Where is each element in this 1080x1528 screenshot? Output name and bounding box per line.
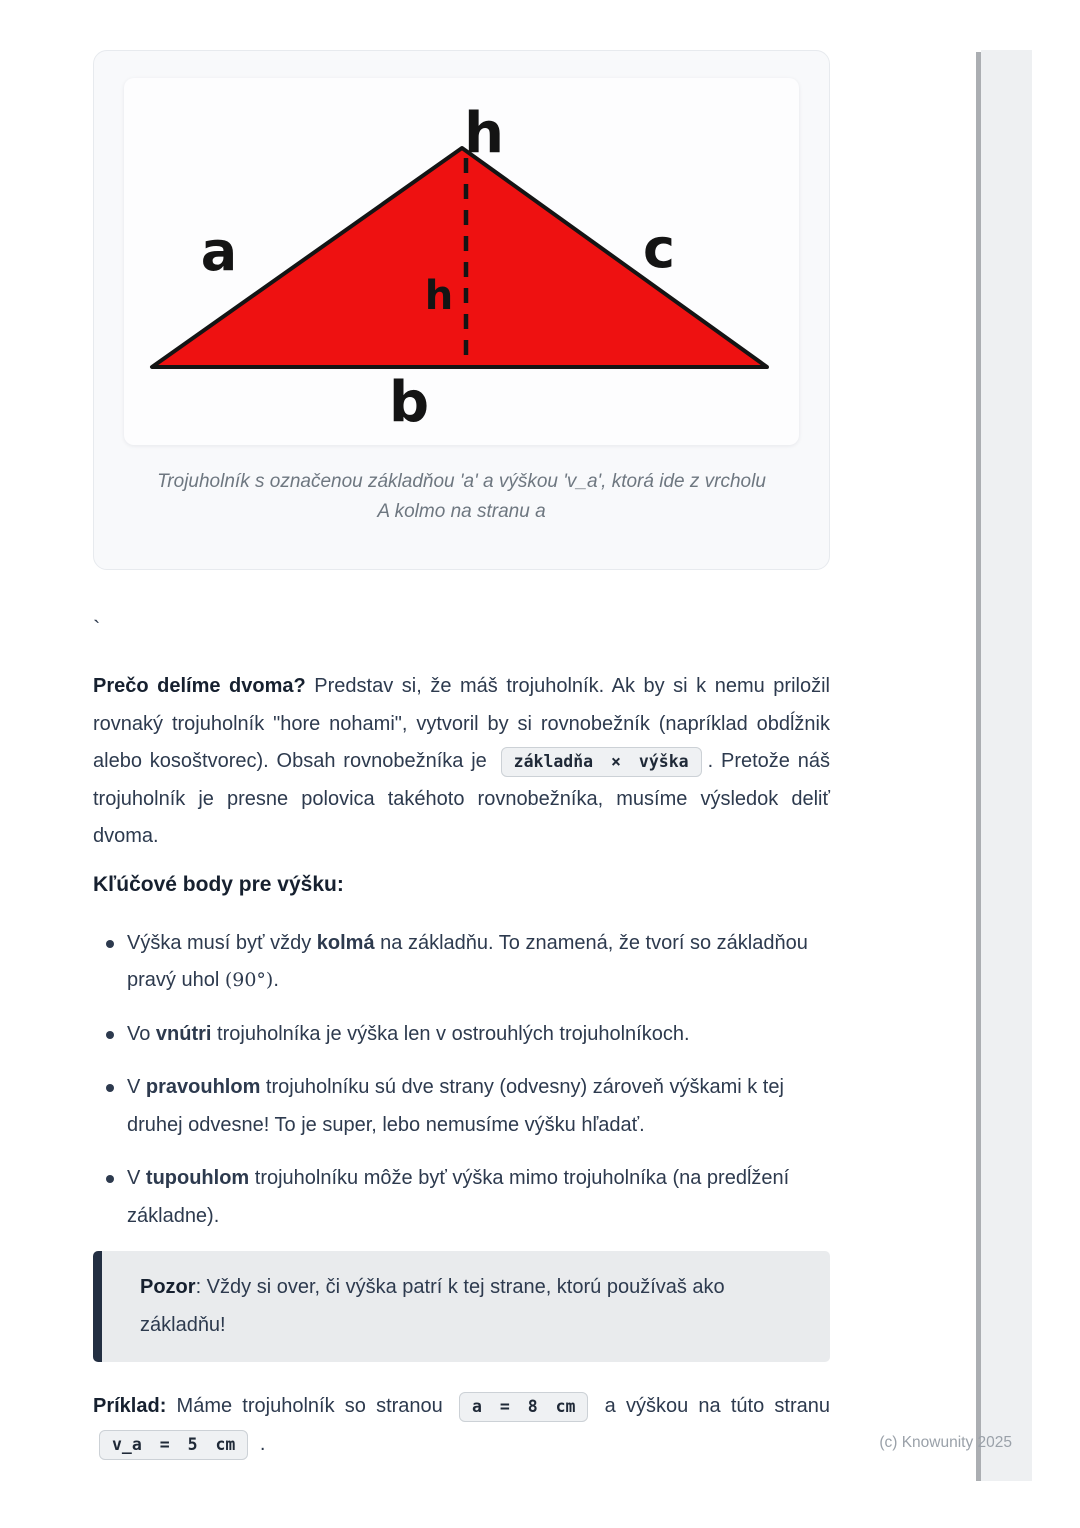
bullet-bold: vnútri: [155, 1022, 212, 1045]
bullet-dot: [106, 1175, 114, 1183]
example-text: a výškou na túto stranu: [594, 1395, 831, 1417]
figure-card: [93, 50, 830, 570]
label-base-b: b: [388, 370, 430, 435]
bullet-text: .: [273, 969, 279, 991]
triangle-diagram: [124, 78, 799, 445]
bullet-dot: [106, 940, 114, 948]
list-item-right-triangle: [93, 1069, 830, 1144]
bullet-dot: [106, 1084, 114, 1092]
bullet-dot: [106, 1031, 114, 1039]
key-points-list: [93, 925, 830, 1236]
list-item-height-inside: [93, 1016, 830, 1054]
bullet-text: V: [127, 1167, 146, 1189]
paragraph-text: Predstav si, že máš trojuholník. Ak by si k nemu priložil rovnaký trojuholník "hore nohami", vytvoril by si rovnobežník (napríklad obdĺžnik alebo kosoštvorec). Obsah rovnobežníka je: [93, 675, 830, 772]
stray-backtick: `: [93, 616, 101, 641]
label-side-a: a: [200, 220, 238, 283]
example-text: .: [254, 1432, 266, 1455]
callout-lead-bold: Pozor: [140, 1276, 196, 1298]
callout-text-block: [140, 1268, 790, 1344]
warning-callout: [93, 1251, 830, 1362]
bullet-text: V: [127, 1076, 146, 1098]
paragraph-text: . Pretože náš trojuholník je presne polovica takéhoto rovnobežníka, musíme výsledok deliť dvoma.: [93, 750, 831, 847]
math-90-degrees: (90°): [224, 969, 274, 991]
heading-key-points: Kľúčové body pre výšku:: [93, 872, 344, 896]
bullet-text: trojuholníku môže byť výška mimo trojuholníka (na predĺžení základne).: [127, 1167, 790, 1227]
label-apex-h: h: [464, 101, 504, 166]
triangle-figure: [124, 78, 799, 445]
bullet-bold: tupouhlom: [145, 1167, 250, 1189]
bullet-text: Výška musí byť vždy: [127, 931, 317, 954]
paragraph-lead-bold: Prečo delíme dvoma?: [93, 675, 306, 697]
bullet-text: trojuholníka je výška len v ostrouhlých trojuholníkoch.: [211, 1022, 690, 1045]
document-content: [93, 50, 830, 1463]
scrollbar-thumb[interactable]: [976, 52, 981, 1481]
paragraph-why-divide-by-two: [93, 668, 830, 856]
inline-code-height-va: v_a = 5 cm: [99, 1430, 248, 1460]
list-item-height-perpendicular: [93, 925, 830, 1000]
copyright-watermark: (c) Knowunity 2025: [879, 1434, 1012, 1451]
bullet-text: trojuholníku sú dve strany (odvesny) zároveň výškami k tej druhej odvesne! To je super, lebo nemusíme výšku hľadať.: [127, 1076, 784, 1136]
label-height-h: h: [424, 273, 454, 319]
bullet-bold: kolmá: [316, 931, 375, 954]
example-text: Máme trojuholník so stranou: [166, 1395, 453, 1417]
bullet-bold: pravouhlom: [145, 1076, 261, 1098]
bullet-text: na základňu. To znamená, že tvorí so základňou pravý uhol: [127, 931, 808, 991]
paragraph-example: [93, 1388, 830, 1463]
figure-caption: Trojuholník s označenou základňou 'a' a výškou 'v_a', ktorá ide z vrcholu A kolmo na stranu a: [157, 471, 766, 522]
inline-code-side-a: a = 8 cm: [459, 1392, 588, 1422]
page-edge-strip: [981, 50, 1032, 1481]
label-side-c: c: [642, 217, 676, 280]
callout-text: : Vždy si over, či výška patrí k tej strane, ktorú používaš ako základňu!: [140, 1276, 725, 1336]
example-lead-bold: Príklad:: [93, 1395, 167, 1417]
list-item-obtuse-triangle: [93, 1160, 830, 1235]
inline-code-base-times-height: základňa × výška: [501, 747, 702, 777]
bullet-text: Vo: [127, 1022, 156, 1045]
